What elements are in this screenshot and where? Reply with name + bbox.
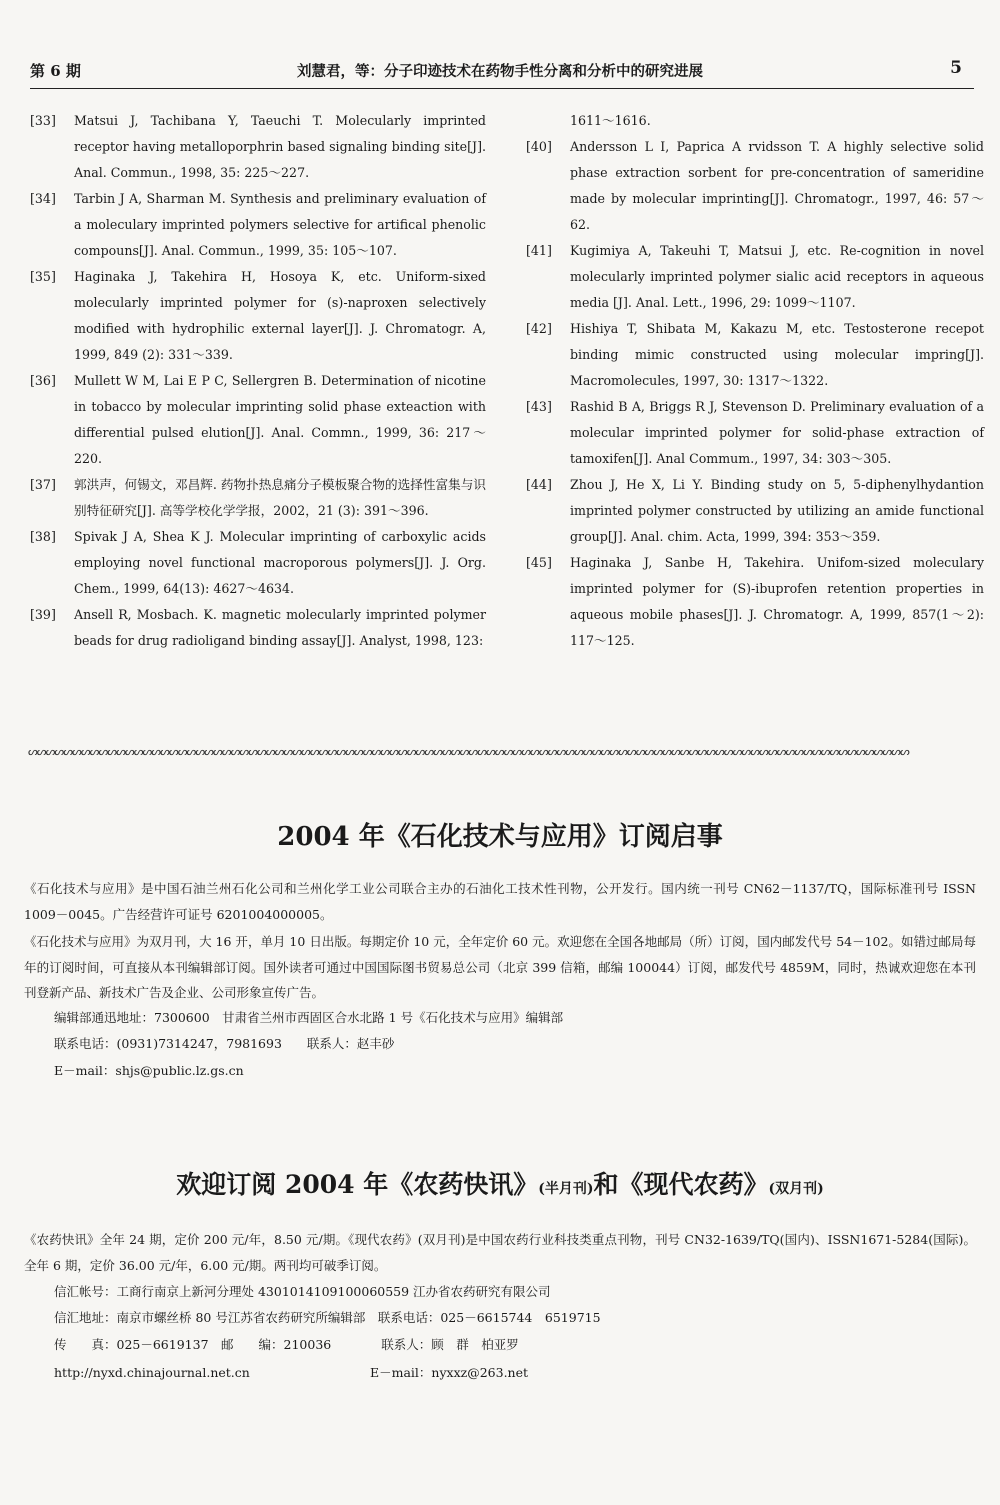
reference-number: [39] <box>30 607 56 622</box>
running-header <box>30 56 970 86</box>
reference-number: [36] <box>30 373 56 388</box>
notice-address: 信汇地址：南京市螺丝桥 80 号江苏省农药研究所编辑部 联系电话：025－6615744 6519715 <box>54 1310 601 1325</box>
reference-number: [44] <box>526 477 552 492</box>
issue-number: 第 6 期 <box>30 62 81 80</box>
notice-paragraph: 《石化技术与应用》为双月刊，大 16 开，单月 10 日出版。每期定价 10 元，全年定价 60 元。欢迎您在全国各地邮局（所）订阅，国内邮发代号 54－102。如错过邮局每年的订阅时间，可直接从本刊编辑部订阅。国外读者可通过中国国际图书贸易总公司（北京 399 信箱，邮编 100044）订阅，邮发代号 4859M，同时，热诚欢迎您在本刊刊登新产品、新技术广告及企业、公司形象宣传广告。 <box>24 934 976 1000</box>
reference-number: [43] <box>526 399 552 414</box>
reference-item <box>526 238 984 316</box>
reference-number: [35] <box>30 269 56 284</box>
reference-text: Haginaka J, Takehira H, Hosoya K, etc. Uniform-sixed molecularly imprinted polymer for (s)-naproxen selectively modified with hydrophilic external layer[J]. J. Chromatogr. A, 1999, 849 (2): 331～339. <box>74 269 486 362</box>
reference-number: [40] <box>526 139 552 154</box>
notice-email: E－mail：shjs@public.lz.gs.cn <box>54 1063 244 1078</box>
reference-text: Kugimiya A, Takeuhi T, Matsui J, etc. Re-cognition in novel molecularly imprinted polymer sialic acid receptors in aqueous media [J]. Anal. Lett., 1996, 29: 1099～1107. <box>570 243 984 310</box>
notice-fax: 传 真：025－6619137 邮 编：210036 联系人：顾 群 柏亚罗 <box>54 1337 519 1352</box>
reference-text: Spivak J A, Shea K J. Molecular imprinting of carboxylic acids employing novel functional macroporous polymers[J]. J. Org. Chem., 1999, 64(13): 4627～4634. <box>74 529 486 596</box>
reference-item <box>526 472 984 550</box>
reference-item <box>30 368 486 472</box>
reference-number: [33] <box>30 113 56 128</box>
notice-title-petrochem: 2004 年《石化技术与应用》订阅启事 <box>277 822 723 852</box>
notice-account: 信汇帐号：工商行南京上新河分理处 4301014109100060559 江办省农药研究有限公司 <box>54 1284 551 1299</box>
header-rule <box>30 88 974 89</box>
reference-item <box>30 264 486 368</box>
reference-number: [41] <box>526 243 552 258</box>
reference-text: Ansell R, Mosbach. K. magnetic molecularly imprinted polymer beads for drug radioligand binding assay[J]. Analyst, 1998, 123: <box>74 607 486 648</box>
reference-item <box>526 550 984 654</box>
reference-text: Matsui J, Tachibana Y, Taeuchi T. Molecularly imprinted receptor having metalloporphrin based signaling binding site[J]. Anal. Commun., 1998, 35: 225～227. <box>74 113 486 180</box>
notice-address: 编辑部通迅地址：7300600 甘肃省兰州市西固区合水北路 1 号《石化技术与应用》编辑部 <box>54 1010 564 1025</box>
reference-continuation: 1611～1616. <box>570 113 651 128</box>
reference-text: Zhou J, He X, Li Y. Binding study on 5, 5-diphenylhydantion imprinted polymer constructed by utilizing an amide functional group[J]. Anal. chim. Acta, 1999, 394: 353～359. <box>570 477 984 544</box>
reference-number: [37] <box>30 477 56 492</box>
notice-email: E－mail：nyxxz@263.net <box>370 1365 529 1380</box>
reference-item <box>30 602 486 654</box>
references-left-column <box>30 108 486 654</box>
notice-phone: 联系电话：(0931)7314247，7981693 联系人：赵丰砂 <box>54 1036 395 1051</box>
reference-text: Tarbin J A, Sharman M. Synthesis and preliminary evaluation of a moleculary imprinted polymers selective for artifical phenolic compouns[J]. Anal. Commun., 1999, 35: 105～107. <box>74 191 486 258</box>
reference-item <box>30 524 486 602</box>
reference-number: [38] <box>30 529 56 544</box>
running-title: 刘慧君，等：分子印迹技术在药物手性分离和分析中的研究进展 <box>297 63 703 80</box>
notice-paragraph: 《农药快讯》全年 24 期，定价 200 元/年，8.50 元/期。《现代农药》(双月刊)是中国农药行业科技类重点刊物，刊号 CN32-1639/TQ(国内)、ISSN1671-5284(国际)。全年 6 期，定价 36.00 元/年，6.00 元/期。两刊均可破季订阅。 <box>24 1232 976 1273</box>
reference-text: Haginaka J, Sanbe H, Takehira. Unifom-sized moleculary imprinted polymer for (S)-ibuprofen retention properties in aqueous mobile phases[J]. J. Chromatogr. A, 1999, 857(1～2): 117～125. <box>570 555 984 648</box>
references-right-column <box>526 108 984 654</box>
notice-title-pesticide <box>0 1165 1000 1201</box>
title-part-small: (双月刊) <box>768 1181 824 1197</box>
reference-item <box>526 394 984 472</box>
page-number: 5 <box>950 58 962 78</box>
reference-item <box>30 472 486 524</box>
reference-item <box>30 108 486 186</box>
notice-website: http://nyxd.chinajournal.net.cn <box>54 1365 250 1380</box>
reference-item <box>526 134 984 238</box>
reference-item <box>30 186 486 264</box>
title-part-small: (半月刊) <box>538 1181 594 1197</box>
reference-number: [42] <box>526 321 552 336</box>
reference-text: Hishiya T, Shibata M, Kakazu M, etc. Testosterone recepot binding mimic constructed using molecular impring[J]. Macromolecules, 1997, 30: 1317～1322. <box>570 321 984 388</box>
notice-paragraph: 《石化技术与应用》是中国石油兰州石化公司和兰州化学工业公司联合主办的石油化工技术性刊物，公开发行。国内统一刊号 CN62－1137/TQ，国际标准刊号 ISSN 1009－0045。广告经营许可证号 6201004000005。 <box>24 881 976 922</box>
title-part: 和《现代农药》 <box>593 1170 769 1199</box>
reference-number: [45] <box>526 555 552 570</box>
reference-text: Mullett W M, Lai E P C, Sellergren B. Determination of nicotine in tobacco by molecular imprinting solid phase exteaction with differential pulsed elution[J]. Anal. Commn., 1999, 36: 217～220. <box>74 373 486 466</box>
title-part: 欢迎订阅 2004 年《农药快讯》 <box>176 1170 539 1199</box>
ornamental-divider: ᔕᔕᔕᔕᔕᔕᔕᔕᔕᔕᔕᔕᔕᔕᔕᔕᔕᔕᔕᔕᔕᔕᔕᔕᔕᔕᔕᔕᔕᔕᔕᔕᔕᔕᔕᔕᔕᔕᔕᔕᔕᔕᔕᔕᔕᔕᔕᔕᔕᔕᔕᔕᔕᔕᔕᔕᔕᔕᔕᔕᔕᔕᔕᔕᔕᔕᔕᔕᔕᔕᔕᔕᔕᔕᔕᔕᔕᔕᔕᔕᔕᔕᔕᔕᔕᔕᔕᔕᔕᔕᔕᔕᔕᔕᔕᔕᔕᔕᔕᔕ <box>28 745 909 757</box>
reference-number: [34] <box>30 191 56 206</box>
reference-text: Rashid B A, Briggs R J, Stevenson D. Preliminary evaluation of a molecular imprinted polymer for solid-phase extraction of tamoxifen[J]. Anal Commum., 1997, 34: 303～305. <box>570 399 984 466</box>
reference-text: Andersson L I, Paprica A rvidsson T. A highly selective solid phase extraction sorbent for pre-concentration of sameridine made by molecular imprinting[J]. Chromatogr., 1997, 46: 57～62. <box>570 139 984 232</box>
reference-item <box>526 316 984 394</box>
reference-text: 郭洪声，何锡文，邓昌辉. 药物扑热息痛分子模板聚合物的选择性富集与识别特征研究[J]. 高等学校化学学报，2002，21 (3): 391～396. <box>74 477 486 518</box>
